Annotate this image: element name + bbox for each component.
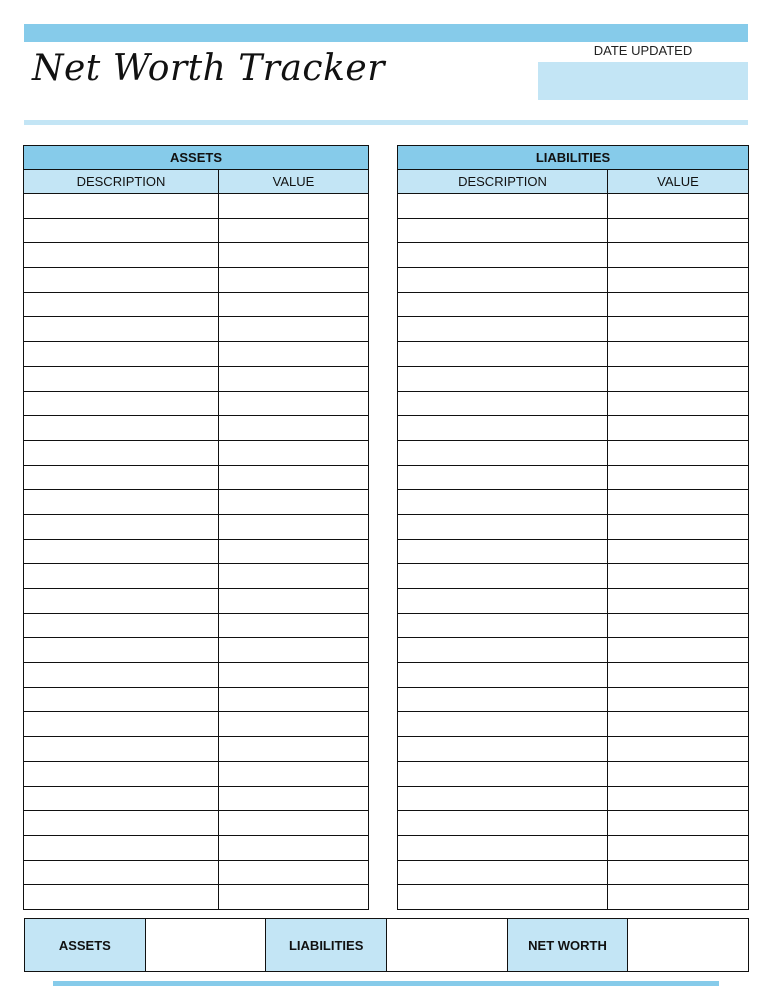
assets-row xyxy=(24,317,369,342)
date-updated-label: DATE UPDATED xyxy=(593,43,693,58)
assets-row xyxy=(24,786,369,811)
bottom-accent-bar xyxy=(53,981,719,986)
liabilities-description-cell[interactable] xyxy=(398,786,608,811)
assets-description-header: DESCRIPTION xyxy=(24,170,219,194)
assets-description-cell[interactable] xyxy=(24,885,219,910)
assets-row xyxy=(24,737,369,762)
assets-row xyxy=(24,539,369,564)
liabilities-value-cell[interactable] xyxy=(608,811,749,836)
liabilities-description-cell[interactable] xyxy=(398,811,608,836)
assets-row xyxy=(24,194,369,219)
liabilities-row xyxy=(398,292,749,317)
liabilities-value-cell[interactable] xyxy=(608,663,749,688)
liabilities-value-cell[interactable] xyxy=(608,539,749,564)
assets-value-cell[interactable] xyxy=(219,638,369,663)
liabilities-description-cell[interactable] xyxy=(398,194,608,219)
assets-row xyxy=(24,514,369,539)
assets-value-cell[interactable] xyxy=(219,811,369,836)
liabilities-value-cell[interactable] xyxy=(608,194,749,219)
liabilities-row xyxy=(398,786,749,811)
assets-description-cell[interactable] xyxy=(24,786,219,811)
assets-row xyxy=(24,366,369,391)
liabilities-row xyxy=(398,539,749,564)
assets-value-cell[interactable] xyxy=(219,885,369,910)
liabilities-value-cell[interactable] xyxy=(608,391,749,416)
summary-liabilities-label: LIABILITIES xyxy=(266,919,387,971)
liabilities-value-cell[interactable] xyxy=(608,835,749,860)
assets-description-cell[interactable] xyxy=(24,490,219,515)
assets-row xyxy=(24,440,369,465)
assets-value-cell[interactable] xyxy=(219,218,369,243)
liabilities-row xyxy=(398,514,749,539)
liabilities-row xyxy=(398,638,749,663)
liabilities-description-cell[interactable] xyxy=(398,663,608,688)
liabilities-value-header: VALUE xyxy=(608,170,749,194)
liabilities-description-cell[interactable] xyxy=(398,391,608,416)
liabilities-description-cell[interactable] xyxy=(398,292,608,317)
assets-description-cell[interactable] xyxy=(24,638,219,663)
assets-description-cell[interactable] xyxy=(24,391,219,416)
assets-value-cell[interactable] xyxy=(219,835,369,860)
liabilities-row xyxy=(398,613,749,638)
assets-value-cell[interactable] xyxy=(219,342,369,367)
assets-value-cell[interactable] xyxy=(219,194,369,219)
liabilities-row xyxy=(398,366,749,391)
assets-value-cell[interactable] xyxy=(219,514,369,539)
assets-description-cell[interactable] xyxy=(24,835,219,860)
liabilities-row xyxy=(398,391,749,416)
liabilities-row xyxy=(398,860,749,885)
assets-row xyxy=(24,391,369,416)
assets-row xyxy=(24,564,369,589)
assets-row xyxy=(24,268,369,293)
assets-row xyxy=(24,761,369,786)
liabilities-value-cell[interactable] xyxy=(608,564,749,589)
assets-row xyxy=(24,490,369,515)
liabilities-description-cell[interactable] xyxy=(398,835,608,860)
liabilities-value-cell[interactable] xyxy=(608,465,749,490)
liabilities-description-cell[interactable] xyxy=(398,638,608,663)
assets-description-cell[interactable] xyxy=(24,687,219,712)
liabilities-value-cell[interactable] xyxy=(608,268,749,293)
liabilities-row xyxy=(398,737,749,762)
assets-heading: ASSETS xyxy=(24,146,369,170)
assets-description-cell[interactable] xyxy=(24,465,219,490)
liabilities-value-cell[interactable] xyxy=(608,761,749,786)
liabilities-heading: LIABILITIES xyxy=(398,146,749,170)
liabilities-value-cell[interactable] xyxy=(608,589,749,614)
liabilities-row xyxy=(398,440,749,465)
assets-description-cell[interactable] xyxy=(24,268,219,293)
liabilities-row xyxy=(398,811,749,836)
assets-description-cell[interactable] xyxy=(24,440,219,465)
assets-row xyxy=(24,465,369,490)
liabilities-row xyxy=(398,885,749,910)
assets-value-cell[interactable] xyxy=(219,317,369,342)
liabilities-value-cell[interactable] xyxy=(608,317,749,342)
liabilities-row xyxy=(398,218,749,243)
assets-row xyxy=(24,292,369,317)
assets-value-cell[interactable] xyxy=(219,613,369,638)
liabilities-row xyxy=(398,712,749,737)
liabilities-description-cell[interactable] xyxy=(398,860,608,885)
assets-row xyxy=(24,342,369,367)
assets-row xyxy=(24,589,369,614)
assets-description-cell[interactable] xyxy=(24,366,219,391)
summary-bar xyxy=(24,918,749,972)
assets-description-cell[interactable] xyxy=(24,218,219,243)
liabilities-row xyxy=(398,490,749,515)
liabilities-row xyxy=(398,317,749,342)
liabilities-value-cell[interactable] xyxy=(608,860,749,885)
liabilities-value-cell[interactable] xyxy=(608,786,749,811)
liabilities-row xyxy=(398,564,749,589)
liabilities-description-cell[interactable] xyxy=(398,712,608,737)
summary-liabilities-value[interactable] xyxy=(387,919,508,971)
assets-row xyxy=(24,663,369,688)
liabilities-description-header: DESCRIPTION xyxy=(398,170,608,194)
liabilities-value-cell[interactable] xyxy=(608,687,749,712)
assets-row xyxy=(24,860,369,885)
assets-value-cell[interactable] xyxy=(219,860,369,885)
assets-row xyxy=(24,885,369,910)
liabilities-value-cell[interactable] xyxy=(608,737,749,762)
liabilities-description-cell[interactable] xyxy=(398,687,608,712)
liabilities-row xyxy=(398,761,749,786)
header-divider xyxy=(24,120,748,125)
assets-value-cell[interactable] xyxy=(219,268,369,293)
liabilities-value-cell[interactable] xyxy=(608,638,749,663)
assets-value-cell[interactable] xyxy=(219,391,369,416)
summary-assets-value[interactable] xyxy=(146,919,267,971)
liabilities-description-cell[interactable] xyxy=(398,539,608,564)
liabilities-description-cell[interactable] xyxy=(398,268,608,293)
liabilities-row xyxy=(398,465,749,490)
assets-description-cell[interactable] xyxy=(24,712,219,737)
assets-row xyxy=(24,712,369,737)
assets-value-cell[interactable] xyxy=(219,761,369,786)
liabilities-value-cell[interactable] xyxy=(608,613,749,638)
liabilities-description-cell[interactable] xyxy=(398,218,608,243)
assets-description-cell[interactable] xyxy=(24,292,219,317)
liabilities-value-cell[interactable] xyxy=(608,712,749,737)
liabilities-value-cell[interactable] xyxy=(608,490,749,515)
liabilities-description-cell[interactable] xyxy=(398,564,608,589)
page-title: Net Worth Tracker xyxy=(32,48,385,89)
assets-description-cell[interactable] xyxy=(24,243,219,268)
assets-description-cell[interactable] xyxy=(24,737,219,762)
liabilities-value-cell[interactable] xyxy=(608,416,749,441)
assets-description-cell[interactable] xyxy=(24,416,219,441)
liabilities-description-cell[interactable] xyxy=(398,342,608,367)
liabilities-description-cell[interactable] xyxy=(398,885,608,910)
liabilities-row xyxy=(398,194,749,219)
assets-value-cell[interactable] xyxy=(219,737,369,762)
assets-value-cell[interactable] xyxy=(219,564,369,589)
liabilities-description-cell[interactable] xyxy=(398,416,608,441)
assets-value-cell[interactable] xyxy=(219,416,369,441)
liabilities-description-cell[interactable] xyxy=(398,366,608,391)
liabilities-description-cell[interactable] xyxy=(398,514,608,539)
liabilities-description-cell[interactable] xyxy=(398,440,608,465)
assets-value-cell[interactable] xyxy=(219,687,369,712)
liabilities-row xyxy=(398,416,749,441)
assets-description-cell[interactable] xyxy=(24,613,219,638)
assets-row xyxy=(24,613,369,638)
assets-description-cell[interactable] xyxy=(24,860,219,885)
assets-value-cell[interactable] xyxy=(219,539,369,564)
assets-description-cell[interactable] xyxy=(24,514,219,539)
liabilities-table xyxy=(397,145,749,910)
liabilities-value-cell[interactable] xyxy=(608,885,749,910)
liabilities-value-cell[interactable] xyxy=(608,292,749,317)
liabilities-value-cell[interactable] xyxy=(608,440,749,465)
top-accent-bar xyxy=(24,24,748,42)
liabilities-value-cell[interactable] xyxy=(608,243,749,268)
liabilities-description-cell[interactable] xyxy=(398,243,608,268)
liabilities-description-cell[interactable] xyxy=(398,589,608,614)
assets-row xyxy=(24,811,369,836)
assets-description-cell[interactable] xyxy=(24,663,219,688)
assets-description-cell[interactable] xyxy=(24,589,219,614)
assets-row xyxy=(24,638,369,663)
assets-description-cell[interactable] xyxy=(24,539,219,564)
assets-description-cell[interactable] xyxy=(24,194,219,219)
liabilities-row xyxy=(398,589,749,614)
liabilities-row xyxy=(398,342,749,367)
liabilities-row xyxy=(398,663,749,688)
assets-description-cell[interactable] xyxy=(24,811,219,836)
assets-value-cell[interactable] xyxy=(219,366,369,391)
liabilities-description-cell[interactable] xyxy=(398,490,608,515)
assets-row xyxy=(24,835,369,860)
assets-row xyxy=(24,687,369,712)
assets-description-cell[interactable] xyxy=(24,761,219,786)
liabilities-description-cell[interactable] xyxy=(398,465,608,490)
assets-value-cell[interactable] xyxy=(219,786,369,811)
liabilities-value-cell[interactable] xyxy=(608,218,749,243)
assets-value-cell[interactable] xyxy=(219,465,369,490)
liabilities-row xyxy=(398,268,749,293)
assets-value-cell[interactable] xyxy=(219,292,369,317)
assets-value-header: VALUE xyxy=(219,170,369,194)
liabilities-row xyxy=(398,835,749,860)
assets-value-cell[interactable] xyxy=(219,589,369,614)
assets-value-cell[interactable] xyxy=(219,663,369,688)
summary-assets-label: ASSETS xyxy=(25,919,146,971)
summary-net-worth-label: NET WORTH xyxy=(508,919,629,971)
liabilities-value-cell[interactable] xyxy=(608,514,749,539)
assets-value-cell[interactable] xyxy=(219,440,369,465)
assets-table xyxy=(23,145,369,910)
assets-description-cell[interactable] xyxy=(24,317,219,342)
liabilities-description-cell[interactable] xyxy=(398,613,608,638)
liabilities-description-cell[interactable] xyxy=(398,761,608,786)
date-updated-field[interactable] xyxy=(538,62,748,100)
assets-value-cell[interactable] xyxy=(219,490,369,515)
liabilities-value-cell[interactable] xyxy=(608,342,749,367)
assets-value-cell[interactable] xyxy=(219,243,369,268)
summary-net-worth-value[interactable] xyxy=(628,919,748,971)
assets-row xyxy=(24,416,369,441)
liabilities-row xyxy=(398,687,749,712)
assets-value-cell[interactable] xyxy=(219,712,369,737)
assets-row xyxy=(24,218,369,243)
liabilities-description-cell[interactable] xyxy=(398,737,608,762)
assets-description-cell[interactable] xyxy=(24,342,219,367)
liabilities-description-cell[interactable] xyxy=(398,317,608,342)
liabilities-value-cell[interactable] xyxy=(608,366,749,391)
assets-description-cell[interactable] xyxy=(24,564,219,589)
assets-row xyxy=(24,243,369,268)
liabilities-row xyxy=(398,243,749,268)
